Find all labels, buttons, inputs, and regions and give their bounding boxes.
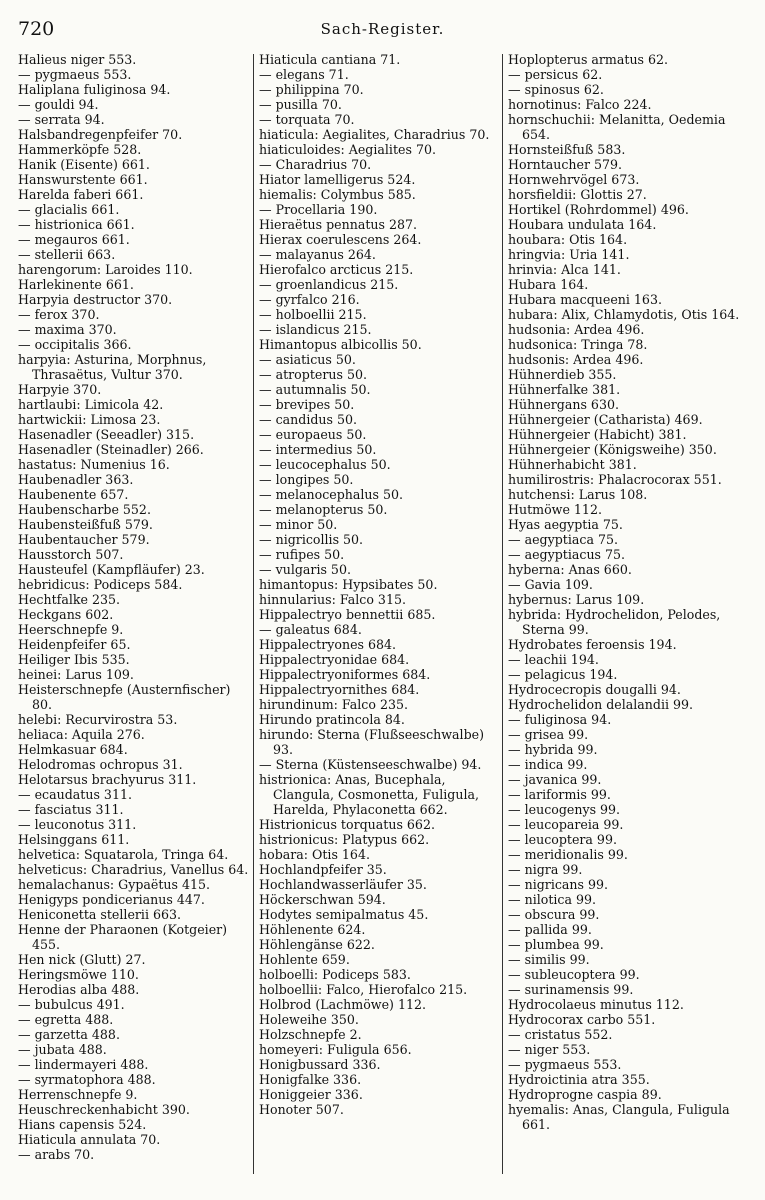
index-entry: Hausteufel (Kampfläufer) 23.: [18, 562, 205, 577]
index-entry: Heringsmöwe 110.: [18, 967, 139, 982]
index-entry: — lariformis 99.: [508, 787, 611, 802]
index-entry: hyberna: Anas 660.: [508, 562, 632, 577]
index-entry: Hühnerhabicht 381.: [508, 457, 637, 472]
index-entry: Hutmöwe 112.: [508, 502, 602, 517]
index-entry: Hippalectryornithes 684.: [259, 682, 420, 697]
index-entry: hemalachanus: Gypaëtus 415.: [18, 877, 211, 892]
index-entry: — rufipes 50.: [259, 547, 345, 562]
index-entry: Haubentaucher 579.: [18, 532, 150, 547]
index-entry: hartwickii: Limosa 23.: [18, 412, 161, 427]
index-entry: — nilotica 99.: [508, 892, 597, 907]
index-entry: — elegans 71.: [259, 67, 349, 82]
index-entry: — leucopareia 99.: [508, 817, 624, 832]
index-entry: — persicus 62.: [508, 67, 603, 82]
index-entry: Honoter 507.: [259, 1102, 344, 1117]
index-entry: Hühnerfalke 381.: [508, 382, 621, 397]
page-number: 720: [18, 18, 55, 40]
index-entry: Hochlandpfeifer 35.: [259, 862, 387, 877]
index-entry: Honiggeier 336.: [259, 1087, 363, 1102]
index-entry: hybernus: Larus 109.: [508, 592, 645, 607]
index-entry: Höhlenente 624.: [259, 922, 366, 937]
index-entry: Hippalectryoniformes 684.: [259, 667, 431, 682]
index-entry: Hians capensis 524.: [18, 1117, 147, 1132]
index-entry: — egretta 488.: [18, 1012, 114, 1027]
index-entry: — ecaudatus 311.: [18, 787, 132, 802]
index-entry: Höckerschwan 594.: [259, 892, 386, 907]
index-entry: hinnularius: Falco 315.: [259, 592, 406, 607]
running-head: Sach-Register.: [320, 20, 445, 38]
index-entry: hubara: Alix, Chlamydotis, Otis 164.: [508, 307, 740, 322]
index-entry: Hiaticula annulata 70.: [18, 1132, 161, 1147]
index-entry: Halsbandregenpfeifer 70.: [18, 127, 183, 142]
index-entry: Heidenpfeifer 65.: [18, 637, 131, 652]
index-entry: — leachii 194.: [508, 652, 599, 667]
index-entry: Hasenadler (Seeadler) 315.: [18, 427, 195, 442]
index-entry: Harelda faberi 661.: [18, 187, 144, 202]
index-entry: Henigyps pondicerianus 447.: [18, 892, 205, 907]
index-entry: — pelagicus 194.: [508, 667, 618, 682]
index-entry: — surinamensis 99.: [508, 982, 634, 997]
index-entry: Heerschnepfe 9.: [18, 622, 124, 637]
index-entry: histrionicus: Platypus 662.: [259, 832, 430, 847]
index-column-3: [508, 52, 754, 1132]
index-entry: — syrmatophora 488.: [18, 1072, 156, 1087]
index-entry: Hühnergeier (Königsweihe) 350.: [508, 442, 717, 457]
index-entry: Heniconetta stellerii 663.: [18, 907, 182, 922]
index-entry: — islandicus 215.: [259, 322, 372, 337]
index-entry: Haubenente 657.: [18, 487, 129, 502]
index-entry: — groenlandicus 215.: [259, 277, 399, 292]
index-entry: Houbara undulata 164.: [508, 217, 657, 232]
index-entry: Hohlente 659.: [259, 952, 350, 967]
column-divider: [502, 54, 503, 1174]
index-entry: — pallida 99.: [508, 922, 592, 937]
index-entry: hringvia: Uria 141.: [508, 247, 630, 262]
index-entry: — lindermayeri 488.: [18, 1057, 149, 1072]
index-entry: Haubenadler 363.: [18, 472, 134, 487]
index-entry: Hen nick (Glutt) 27.: [18, 952, 146, 967]
index-entry: horsfieldii: Glottis 27.: [508, 187, 647, 202]
index-entry: hornotinus: Falco 224.: [508, 97, 652, 112]
index-entry: — minor 50.: [259, 517, 338, 532]
index-entry: himantopus: Hypsibates 50.: [259, 577, 438, 592]
index-entry: Hodytes semipalmatus 45.: [259, 907, 429, 922]
index-entry: harpyia: Asturina, Morphnus, Thrasaëtus, Vultur 370.: [18, 352, 207, 382]
index-entry: Hirundo pratincola 84.: [259, 712, 405, 727]
index-entry: Hanswurstente 661.: [18, 172, 148, 187]
index-entry: Hasenadler (Steinadler) 266.: [18, 442, 204, 457]
index-entry: hudsonis: Ardea 496.: [508, 352, 644, 367]
index-entry: — vulgaris 50.: [259, 562, 351, 577]
index-entry: Hydrochelidon delalandii 99.: [508, 697, 694, 712]
index-entry: Haliplana fuliginosa 94.: [18, 82, 171, 97]
index-entry: — torquata 70.: [259, 112, 355, 127]
index-entry: — spinosus 62.: [508, 82, 604, 97]
index-entry: hobara: Otis 164.: [259, 847, 370, 862]
index-entry: — hybrida 99.: [508, 742, 598, 757]
index-entry: — niger 553.: [508, 1042, 591, 1057]
index-entry: Herrenschnepfe 9.: [18, 1087, 138, 1102]
index-entry: — Sterna (Küstenseeschwalbe) 94.: [259, 757, 482, 772]
index-entry: — subleucoptera 99.: [508, 967, 640, 982]
index-entry: humilirostris: Phalacrocorax 551.: [508, 472, 722, 487]
index-entry: Hydrobates feroensis 194.: [508, 637, 677, 652]
index-entry: Herodias alba 488.: [18, 982, 140, 997]
index-entry: — javanica 99.: [508, 772, 602, 787]
index-entry: Heiliger Ibis 535.: [18, 652, 130, 667]
index-entry: — glacialis 661.: [18, 202, 120, 217]
index-entry: Hochlandwasserläufer 35.: [259, 877, 427, 892]
index-entry: — cristatus 552.: [508, 1027, 613, 1042]
index-entry: houbara: Otis 164.: [508, 232, 628, 247]
index-entry: — similis 99.: [508, 952, 590, 967]
index-entry: harengorum: Laroides 110.: [18, 262, 193, 277]
index-entry: — obscura 99.: [508, 907, 600, 922]
index-entry: — occipitalis 366.: [18, 337, 132, 352]
index-entry: Hippalectryones 684.: [259, 637, 397, 652]
index-entry: Hechtfalke 235.: [18, 592, 120, 607]
index-entry: Hühnerdieb 355.: [508, 367, 617, 382]
index-entry: Hyas aegyptia 75.: [508, 517, 623, 532]
index-entry: — bubulcus 491.: [18, 997, 125, 1012]
index-entry: Horntaucher 579.: [508, 157, 623, 172]
index-entry: Haubenscharbe 552.: [18, 502, 151, 517]
index-entry: hornschuchii: Melanitta, Oedemia 654.: [508, 112, 726, 142]
index-entry: Hühnergeier (Catharista) 469.: [508, 412, 703, 427]
index-entry: — stellerii 663.: [18, 247, 116, 262]
index-entry: hudsonica: Tringa 78.: [508, 337, 648, 352]
index-entry: — nigra 99.: [508, 862, 583, 877]
index-entry: — intermedius 50.: [259, 442, 377, 457]
index-entry: Hornsteißfuß 583.: [508, 142, 626, 157]
index-entry: — melanocephalus 50.: [259, 487, 404, 502]
index-entry: Heckgans 602.: [18, 607, 114, 622]
index-entry: Histrionicus torquatus 662.: [259, 817, 435, 832]
index-entry: — indica 99.: [508, 757, 588, 772]
index-entry: Hydroictinia atra 355.: [508, 1072, 650, 1087]
index-entry: Hornwehrvögel 673.: [508, 172, 640, 187]
index-entry: — leucoptera 99.: [508, 832, 617, 847]
index-entry: — asiaticus 50.: [259, 352, 356, 367]
index-entry: Hierofalco arcticus 215.: [259, 262, 414, 277]
index-entry: Hiator lamelligerus 524.: [259, 172, 416, 187]
index-entry: Heuschreckenhabicht 390.: [18, 1102, 190, 1117]
index-entry: Hydrocecropis dougalli 94.: [508, 682, 681, 697]
index-entry: — aegyptiaca 75.: [508, 532, 618, 547]
index-entry: hrinvia: Alca 141.: [508, 262, 621, 277]
index-entry: — gouldi 94.: [18, 97, 99, 112]
index-entry: Hippalectryonidae 684.: [259, 652, 410, 667]
index-column-2: [259, 52, 501, 1117]
index-entry: holboellii: Falco, Hierofalco 215.: [259, 982, 468, 997]
index-entry: — fuliginosa 94.: [508, 712, 612, 727]
index-entry: Hippalectryo bennettii 685.: [259, 607, 436, 622]
index-entry: Holzschnepfe 2.: [259, 1027, 362, 1042]
index-entry: — arabs 70.: [18, 1147, 95, 1162]
index-entry: Höhlengänse 622.: [259, 937, 375, 952]
index-entry: Helodromas ochropus 31.: [18, 757, 183, 772]
index-entry: — galeatus 684.: [259, 622, 362, 637]
index-entry: hirundo: Sterna (Flußseeschwalbe) 93.: [259, 727, 484, 757]
index-entry: Himantopus albicollis 50.: [259, 337, 422, 352]
index-entry: Hieraëtus pennatus 287.: [259, 217, 418, 232]
index-entry: — fasciatus 311.: [18, 802, 124, 817]
index-entry: Hühnergeier (Habicht) 381.: [508, 427, 687, 442]
index-entry: — jubata 488.: [18, 1042, 107, 1057]
index-entry: — leuconotus 311.: [18, 817, 137, 832]
index-entry: — atropterus 50.: [259, 367, 367, 382]
index-entry: Hanik (Eisente) 661.: [18, 157, 150, 172]
index-entry: Hoplopterus armatus 62.: [508, 52, 669, 67]
index-entry: Halieus niger 553.: [18, 52, 137, 67]
index-entry: — longipes 50.: [259, 472, 354, 487]
index-entry: Hausstorch 507.: [18, 547, 124, 562]
index-entry: hastatus: Numenius 16.: [18, 457, 170, 472]
index-entry: — philippina 70.: [259, 82, 364, 97]
index-entry: — Gavia 109.: [508, 577, 593, 592]
index-entry: Henne der Pharaonen (Kotgeier) 455.: [18, 922, 228, 952]
index-entry: Helsinggans 611.: [18, 832, 130, 847]
index-entry: — pygmaeus 553.: [18, 67, 132, 82]
index-entry: Hydroprogne caspia 89.: [508, 1087, 662, 1102]
index-entry: Harpyia destructor 370.: [18, 292, 173, 307]
index-entry: hartlaubi: Limicola 42.: [18, 397, 164, 412]
index-entry: Hortikel (Rohrdommel) 496.: [508, 202, 689, 217]
index-entry: Hubara 164.: [508, 277, 589, 292]
index-entry: — melanopterus 50.: [259, 502, 388, 517]
index-entry: hybrida: Hydrochelidon, Pelodes, Sterna 99.: [508, 607, 721, 637]
index-entry: Holbrod (Lachmöwe) 112.: [259, 997, 426, 1012]
index-entry: — nigricans 99.: [508, 877, 609, 892]
index-entry: hebridicus: Podiceps 584.: [18, 577, 183, 592]
index-entry: Hühnergans 630.: [508, 397, 619, 412]
index-entry: heliaca: Aquila 276.: [18, 727, 145, 742]
index-entry: Hydrocolaeus minutus 112.: [508, 997, 684, 1012]
index-entry: Harpyie 370.: [18, 382, 102, 397]
index-entry: Heisterschnepfe (Austernfischer) 80.: [18, 682, 231, 712]
index-entry: homeyeri: Fuligula 656.: [259, 1042, 412, 1057]
index-entry: — Charadrius 70.: [259, 157, 372, 172]
index-column-1: [18, 52, 254, 1162]
index-entry: — gyrfalco 216.: [259, 292, 360, 307]
index-entry: — leucocephalus 50.: [259, 457, 391, 472]
index-entry: hiaticula: Aegialites, Charadrius 70.: [259, 127, 490, 142]
index-entry: — pygmaeus 553.: [508, 1057, 622, 1072]
index-entry: — candidus 50.: [259, 412, 358, 427]
index-entry: Hubara macqueeni 163.: [508, 292, 662, 307]
index-entry: — Procellaria 190.: [259, 202, 378, 217]
index-entry: Hydrocorax carbo 551.: [508, 1012, 656, 1027]
index-entry: — serrata 94.: [18, 112, 105, 127]
index-entry: helebi: Recurvirostra 53.: [18, 712, 178, 727]
index-entry: Hiaticula cantiana 71.: [259, 52, 401, 67]
index-entry: — autumnalis 50.: [259, 382, 371, 397]
index-entry: hiemalis: Colymbus 585.: [259, 187, 416, 202]
index-entry: — aegyptiacus 75.: [508, 547, 626, 562]
index-entry: — leucogenys 99.: [508, 802, 621, 817]
index-entry: histrionica: Anas, Bucephala, Clangula, Cosmonetta, Fuligula, Harelda, Phylaconetta 662.: [259, 772, 480, 817]
index-entry: — garzetta 488.: [18, 1027, 120, 1042]
index-entry: — ferox 370.: [18, 307, 100, 322]
index-entry: hiaticuloides: Aegialites 70.: [259, 142, 436, 157]
index-entry: Honigfalke 336.: [259, 1072, 362, 1087]
index-entry: Holeweihe 350.: [259, 1012, 359, 1027]
index-entry: hyemalis: Anas, Clangula, Fuligula 661.: [508, 1102, 730, 1132]
index-entry: Hammerköpfe 528.: [18, 142, 142, 157]
index-entry: — nigricollis 50.: [259, 532, 364, 547]
index-entry: — megauros 661.: [18, 232, 130, 247]
index-entry: — plumbea 99.: [508, 937, 604, 952]
index-entry: Helmkasuar 684.: [18, 742, 128, 757]
index-entry: — brevipes 50.: [259, 397, 355, 412]
index-entry: holboelli: Podiceps 583.: [259, 967, 411, 982]
index-entry: — meridionalis 99.: [508, 847, 628, 862]
index-entry: — maxima 370.: [18, 322, 117, 337]
index-entry: — malayanus 264.: [259, 247, 376, 262]
index-entry: hudsonia: Ardea 496.: [508, 322, 645, 337]
index-entry: — pusilla 70.: [259, 97, 342, 112]
index-entry: Harlekinente 661.: [18, 277, 134, 292]
index-entry: helveticus: Charadrius, Vanellus 64.: [18, 862, 249, 877]
index-entry: — holboellii 215.: [259, 307, 367, 322]
index-entry: hirundinum: Falco 235.: [259, 697, 408, 712]
index-entry: — histrionica 661.: [18, 217, 135, 232]
page-header: [0, 18, 765, 46]
index-entry: Helotarsus brachyurus 311.: [18, 772, 197, 787]
index-entry: Haubensteißfuß 579.: [18, 517, 153, 532]
index-entry: Hierax coerulescens 264.: [259, 232, 422, 247]
index-entry: Honigbussard 336.: [259, 1057, 381, 1072]
index-entry: helvetica: Squatarola, Tringa 64.: [18, 847, 229, 862]
index-entry: hutchensi: Larus 108.: [508, 487, 648, 502]
index-entry: — grisea 99.: [508, 727, 589, 742]
index-entry: heinei: Larus 109.: [18, 667, 134, 682]
index-entry: — europaeus 50.: [259, 427, 367, 442]
